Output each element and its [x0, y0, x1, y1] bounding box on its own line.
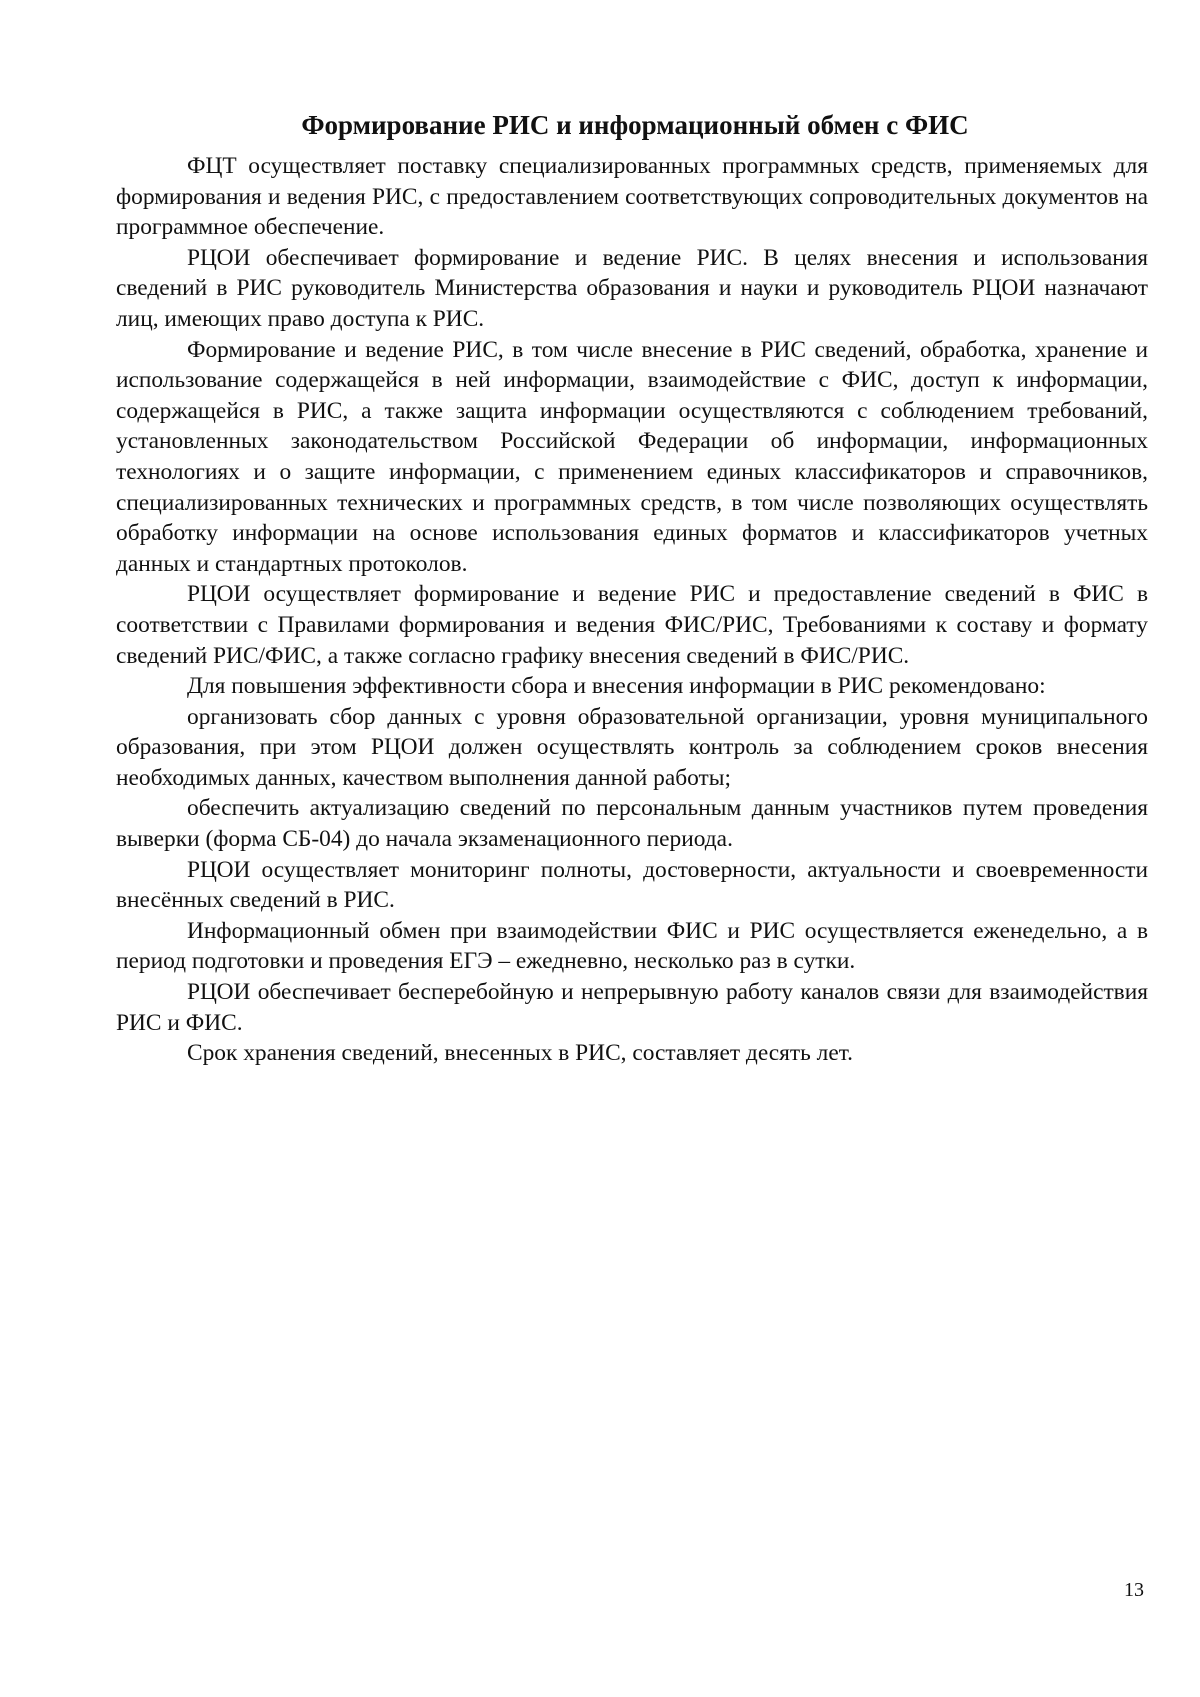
paragraph-recommendations-intro: Для повышения эффективности сбора и внесения информации в РИС рекомендовано: [187, 673, 1046, 700]
paragraph-fct-supply: ФЦТ осуществляет поставку специализированных программных средств, применяемых для формирования и ведения РИС, с предоставлением соответствующих сопроводительных документов на программное обеспечение. [116, 153, 1148, 241]
page-number: 13 [1124, 1579, 1144, 1601]
paragraph-recommendation-collection: организовать сбор данных с уровня образовательной организации, уровня муниципального образования, при этом РЦОИ должен осуществлять контроль за соблюдением сроков внесения необходимых данных, качеством выполнения данной работы; [116, 703, 1148, 791]
paragraph-formation-requirements: Формирование и ведение РИС, в том числе внесение в РИС сведений, обработка, хранение и использование содержащейся в ней информации, взаимодействие с ФИС, доступ к информации, содержащейся в РИС, а также защита информации осуществляются с соблюдением требований, установленных законодательством Российской Федерации об информации, информационных технологиях и о защите информации, с применением единых классификаторов и справочников, специализированных технических и программных средств, в том числе позволяющих осуществлять обработку информации на основе использования единых форматов и классификаторов учетных данных и стандартных протоколов. [116, 336, 1148, 577]
paragraph-rcoi-maintains: РЦОИ обеспечивает формирование и ведение РИС. В целях внесения и использования сведений в РИС руководитель Министерства образования и науки и руководитель РЦОИ назначают лиц, имеющих право доступа к РИС. [116, 244, 1148, 332]
document-title: Формирование РИС и информационный обмен с ФИС [301, 110, 969, 140]
paragraph-communication-channels: РЦОИ обеспечивает бесперебойную и непрерывную работу каналов связи для взаимодействия РИС и ФИС. [116, 979, 1148, 1036]
paragraph-recommendation-verification: обеспечить актуализацию сведений по персональным данным участников путем проведения выверки (форма СБ-04) до начала экзаменационного периода. [116, 795, 1148, 853]
document-page [116, 108, 1148, 1069]
paragraph-monitoring: РЦОИ осуществляет мониторинг полноты, достоверности, актуальности и своевременности внесённых сведений в РИС. [116, 856, 1148, 914]
paragraph-exchange-frequency: Информационный обмен при взаимодействии ФИС и РИС осуществляется еженедельно, а в период подготовки и проведения ЕГЭ – ежедневно, несколько раз в сутки. [116, 917, 1148, 975]
paragraph-storage-period: Срок хранения сведений, внесенных в РИС, составляет десять лет. [187, 1040, 854, 1067]
paragraph-rcoi-submission: РЦОИ осуществляет формирование и ведение РИС и предоставление сведений в ФИС в соответствии с Правилами формирования и ведения ФИС/РИС, Требованиями к составу и формату сведений РИС/ФИС, а также согласно графику внесения сведений в ФИС/РИС. [116, 581, 1148, 669]
